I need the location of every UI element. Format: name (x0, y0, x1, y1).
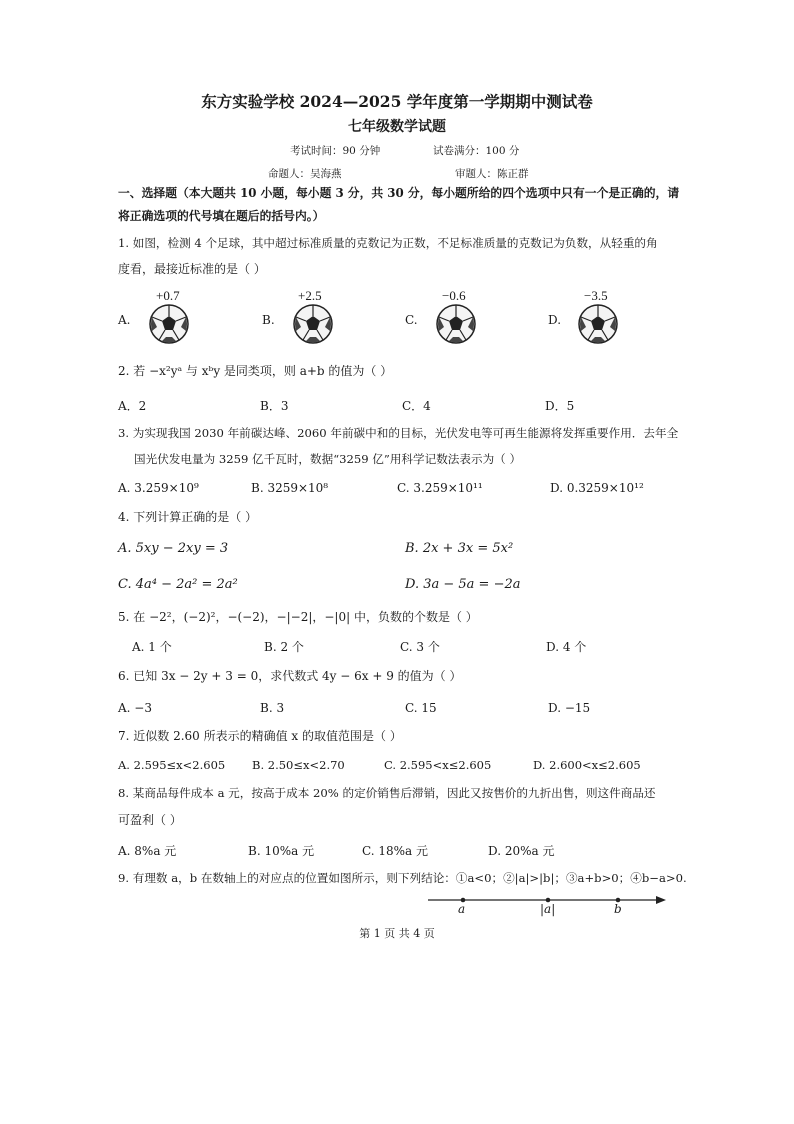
q1-option-c-value: −0.6 (442, 288, 466, 303)
q2-option-d: D．5 (545, 399, 575, 413)
q5-stem: 5. 在 −2²，(−2)²，−(−2)，−|−2|，−|0| 中，负数的个数是（ ） (118, 610, 478, 624)
q2-option-b: B．3 (260, 399, 289, 413)
q7-option-c: C. 2.595<x≤2.605 (384, 758, 492, 772)
number-line-label-abs-a: |a| (540, 902, 556, 916)
q1-option-d-value: −3.5 (584, 288, 608, 303)
q1-option-b-letter: B. (262, 313, 275, 327)
q5-option-d: D. 4 个 (546, 640, 587, 654)
q7-option-d: D. 2.600<x≤2.605 (533, 758, 641, 772)
reviewer: 审题人：陈正群 (455, 168, 529, 180)
q8-option-a: A. 8%a 元 (118, 844, 177, 858)
soccer-ball-icon (292, 303, 334, 345)
soccer-ball-icon (435, 303, 477, 345)
q5-option-a: A. 1 个 (132, 640, 172, 654)
q2-option-a: A．2 (118, 399, 147, 413)
page-footer: 第 1 页 共 4 页 (359, 927, 435, 940)
exam-title: 东方实验学校 2024—2025 学年度第一学期期中测试卷 (201, 92, 593, 111)
q8-option-c: C. 18%a 元 (362, 844, 429, 858)
full-score: 试卷满分：100 分 (433, 145, 520, 157)
section-heading-line2: 将正确选项的代号填在题后的括号内。） (118, 209, 325, 223)
q6-option-d: D. −15 (548, 701, 591, 715)
q4-stem: 4. 下列计算正确的是（ ） (118, 510, 258, 524)
q3-option-a: A. 3.259×10⁹ (118, 481, 199, 495)
q7-stem: 7. 近似数 2.60 所表示的精确值 x 的取值范围是（ ） (118, 729, 402, 743)
q4-option-b: B. 2x + 3x = 5x² (405, 541, 514, 556)
q3-stem-line1: 3. 为实现我国 2030 年前碳达峰、2060 年前碳中和的目标，光伏发电等可再生能源将发挥重要作用．去年全 (118, 426, 679, 440)
q6-option-b: B. 3 (260, 701, 285, 715)
soccer-ball-icon (577, 303, 619, 345)
q6-option-a: A. −3 (118, 701, 152, 715)
q6-stem: 6. 已知 3x − 2y + 3 = 0，求代数式 4y − 6x + 9 的值为（ ） (118, 669, 462, 683)
q1-option-c-letter: C. (405, 313, 418, 327)
q3-option-b: B. 3259×10⁸ (251, 481, 329, 495)
q1-option-b-value: +2.5 (298, 288, 322, 303)
q8-stem-line2: 可盈利（ ） (118, 813, 182, 827)
q5-option-c: C. 3 个 (400, 640, 440, 654)
number-line-label-a: a (458, 902, 466, 916)
q1-option-d-letter: D. (548, 313, 562, 327)
q1-stem-line2: 度看，最接近标准的是（ ） (118, 262, 266, 276)
q5-option-b: B. 2 个 (264, 640, 304, 654)
q1-stem-line1: 1. 如图，检测 4 个足球，其中超过标准质量的克数记为正数，不足标准质量的克数记为负数，从轻重的角 (118, 236, 658, 250)
q4-option-d: D. 3a − 5a = −2a (405, 577, 521, 592)
q7-option-a: A. 2.595≤x<2.605 (118, 758, 226, 772)
q8-stem-line1: 8. 某商品每件成本 a 元，按高于成本 20% 的定价销售后滞销，因此又按售价的九折出售，则这件商品还 (118, 786, 656, 800)
q1-option-a-value: +0.7 (156, 288, 180, 303)
q4-option-c: C. 4a⁴ − 2a² = 2a² (118, 577, 238, 592)
q2-stem: 2. 若 −x²yᵃ 与 xᵇy 是同类项，则 a+b 的值为（ ） (118, 364, 393, 378)
q8-option-d: D. 20%a 元 (488, 844, 555, 858)
q1-option-a-letter: A. (118, 313, 131, 327)
soccer-ball-icon (148, 303, 190, 345)
number-line-label-b: b (614, 902, 622, 916)
q3-option-d: D. 0.3259×10¹² (550, 481, 644, 495)
exam-time: 考试时间：90 分钟 (290, 145, 381, 157)
section-heading-line1: 一、选择题（本大题共 10 小题，每小题 3 分，共 30 分，每小题所给的四个选项中只有一个是正确的，请 (118, 186, 680, 200)
q7-option-b: B. 2.50≤x<2.70 (252, 758, 345, 772)
q2-option-c: C．4 (402, 399, 431, 413)
q4-option-a: A. 5xy − 2xy = 3 (118, 541, 229, 556)
setter: 命题人：吴海燕 (268, 168, 342, 180)
exam-subtitle: 七年级数学试题 (348, 119, 446, 135)
q3-option-c: C. 3.259×10¹¹ (397, 481, 483, 495)
q9-stem: 9. 有理数 a，b 在数轴上的对应点的位置如图所示，则下列结论：①a<0；②|a|>|b|；③a+b>0；④b−a>0. (118, 871, 687, 885)
q3-stem-line2: 国光伏发电量为 3259 亿千瓦时，数据“3259 亿”用科学记数法表示为（ ） (134, 452, 522, 466)
q8-option-b: B. 10%a 元 (248, 844, 315, 858)
q6-option-c: C. 15 (405, 701, 437, 715)
